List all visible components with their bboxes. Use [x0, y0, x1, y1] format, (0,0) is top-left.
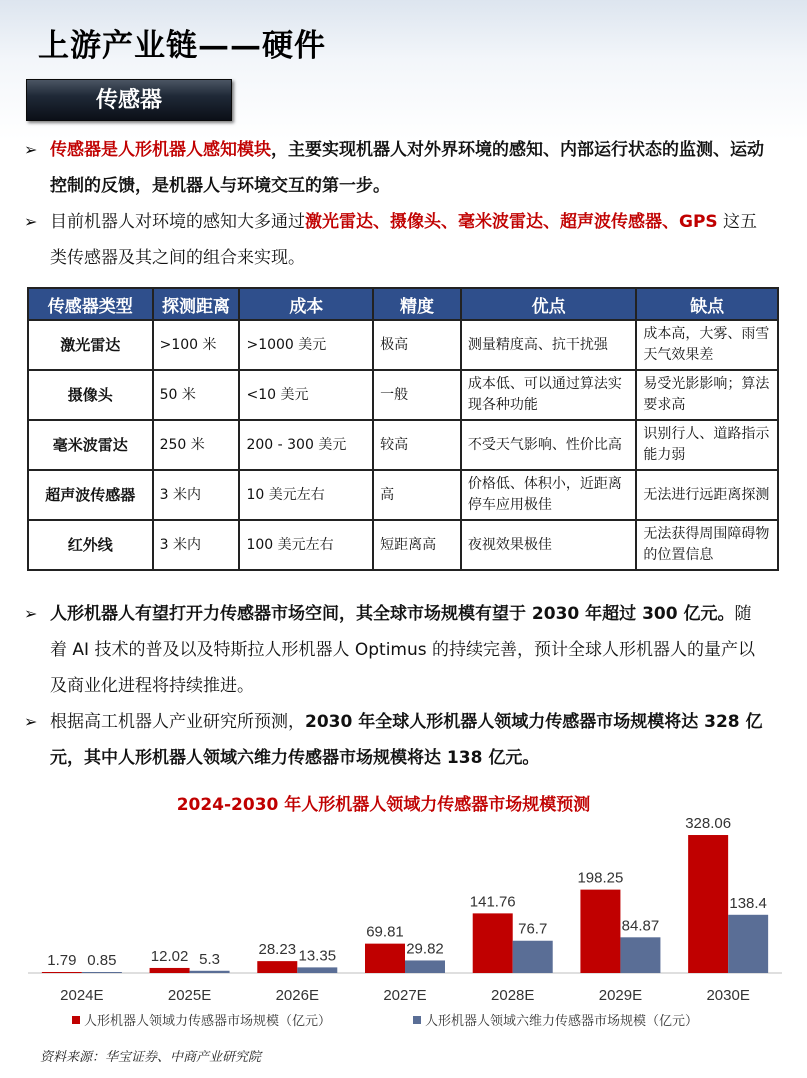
table-header: 探测距离	[153, 288, 240, 320]
data-label: 141.76	[469, 893, 516, 911]
arrow-bullet-icon: ➢	[24, 140, 38, 159]
legend-swatch	[413, 1016, 421, 1024]
table-cell: 识别行人、道路指示能力弱	[636, 420, 778, 470]
data-label: 198.25	[577, 869, 624, 887]
table-cell: 激光雷达	[28, 320, 153, 370]
bar-series-1	[580, 890, 620, 973]
x-tick-label: 2028E	[491, 987, 535, 1004]
table-cell: >1000 美元	[239, 320, 373, 370]
section-tag: 传感器	[26, 79, 232, 121]
table-cell: <10 美元	[239, 370, 373, 420]
table-cell: 无法获得周围障碍物的位置信息	[636, 520, 778, 570]
table-row	[28, 320, 778, 370]
table-cell: 3 米内	[153, 470, 240, 520]
table-cell: 超声波传感器	[28, 470, 153, 520]
page-title: 上游产业链——硬件	[38, 28, 326, 64]
bullet-3-text: 随着 AI 技术的普及以及特斯拉人形机器人 Optimus 的持续完善，预计全球人形机器人的量产以及商业化进程将持续推进。	[50, 604, 756, 696]
table-row	[28, 520, 778, 570]
bar-series-1	[150, 968, 190, 973]
bullet-3-bold: 人形机器人有望打开力传感器市场空间，其全球市场规模有望于 2030 年超过 300 亿元。	[50, 604, 735, 624]
data-label: 28.23	[258, 941, 297, 959]
table-row	[28, 420, 778, 470]
table-cell: 短距离高	[373, 520, 461, 570]
table-header: 精度	[373, 288, 461, 320]
table-cell: 不受天气影响、性价比高	[461, 420, 636, 470]
bar-series-2	[620, 937, 660, 973]
legend-label: 人形机器人领域六维力传感器市场规模（亿元）	[425, 1014, 699, 1029]
table-header: 成本	[239, 288, 373, 320]
bullet-3	[24, 596, 764, 704]
x-tick-label: 2027E	[383, 987, 427, 1004]
table-cell: 夜视效果极佳	[461, 520, 636, 570]
bar-series-1	[688, 835, 728, 973]
bullet-1	[24, 132, 764, 204]
data-label: 29.82	[406, 940, 444, 958]
bullet-1-text: ，主要实现机器人对外界环境的感知、内部运行状态的监测、运动控制的反馈，是机器人与环境交互的第一步。	[50, 140, 764, 196]
table-cell: 成本高，大雾、雨雪天气效果差	[636, 320, 778, 370]
table-cell: 摄像头	[28, 370, 153, 420]
table-cell: 无法进行远距离探测	[636, 470, 778, 520]
x-tick-label: 2024E	[60, 987, 104, 1004]
table-cell: 10 美元左右	[239, 470, 373, 520]
data-label: 12.02	[150, 947, 189, 965]
table-cell: 200 - 300 美元	[239, 420, 373, 470]
table-cell: 250 米	[153, 420, 240, 470]
table-header: 传感器类型	[28, 288, 153, 320]
table-header: 缺点	[636, 288, 778, 320]
bar-series-2	[513, 941, 553, 973]
bar-series-1	[42, 972, 82, 973]
data-label: 328.06	[685, 815, 732, 833]
bar-series-2	[405, 960, 445, 973]
legend-label: 人形机器人领域力传感器市场规模（亿元）	[84, 1014, 332, 1029]
table-cell: 毫米波雷达	[28, 420, 153, 470]
bullet-2-highlight: 激光雷达、摄像头、毫米波雷达、超声波传感器、GPS	[305, 212, 718, 232]
table-header-row	[28, 288, 778, 320]
bullet-4	[24, 704, 764, 776]
data-label: 69.81	[366, 923, 404, 941]
bar-series-1	[473, 913, 513, 973]
bar-series-2	[190, 971, 230, 973]
bullet-2-text-end: 这五类传感器及其之间的组合来实现。	[50, 212, 758, 268]
bar-series-2	[297, 967, 337, 973]
table-cell: 100 美元左右	[239, 520, 373, 570]
arrow-bullet-icon: ➢	[24, 712, 38, 731]
bullet-4-text: 根据高工机器人产业研究所预测，	[50, 712, 305, 732]
data-label: 5.3	[199, 950, 221, 968]
table-header: 优点	[461, 288, 636, 320]
data-label: 84.87	[621, 917, 660, 935]
x-tick-label: 2030E	[706, 987, 750, 1004]
bullet-2-text: 目前机器人对环境的感知大多通过	[50, 212, 305, 232]
x-tick-label: 2025E	[167, 987, 212, 1004]
table-cell: 价格低、体积小，近距离停车应用极佳	[461, 470, 636, 520]
table-cell: 红外线	[28, 520, 153, 570]
bullet-1-highlight: 传感器是人形机器人感知模块	[50, 140, 271, 160]
bar-series-2	[82, 972, 122, 973]
sensor-comparison-table	[27, 287, 779, 571]
data-label: 13.35	[298, 947, 337, 965]
table-row	[28, 470, 778, 520]
data-label: 0.85	[87, 952, 117, 969]
table-cell: 测量精度高、抗干扰强	[461, 320, 636, 370]
table-cell: 一般	[373, 370, 461, 420]
data-label: 138.4	[729, 894, 767, 912]
bar-series-2	[728, 915, 768, 973]
x-tick-label: 2029E	[598, 987, 643, 1004]
chart-title: 2024-2030 年人形机器人领域力传感器市场规模预测	[176, 795, 591, 815]
market-size-bar-chart	[0, 810, 807, 1040]
table-cell: 50 米	[153, 370, 240, 420]
bullet-2	[24, 204, 764, 276]
bar-series-1	[365, 944, 405, 973]
arrow-bullet-icon: ➢	[24, 212, 38, 231]
x-tick-label: 2026E	[275, 987, 319, 1004]
bullet-4-bold: 2030 年全球人形机器人领域力传感器市场规模将达 328 亿元，其中人形机器人领域六维力传感器市场规模将达 138 亿元。	[50, 712, 763, 768]
table-cell: >100 米	[153, 320, 240, 370]
table-row	[28, 370, 778, 420]
table-cell: 3 米内	[153, 520, 240, 570]
table-cell: 较高	[373, 420, 461, 470]
table-cell: 易受光影影响；算法要求高	[636, 370, 778, 420]
data-label: 76.7	[518, 920, 548, 938]
data-label: 1.79	[47, 952, 77, 969]
source-note: 资料来源：华宝证券、中商产业研究院	[40, 1050, 262, 1065]
legend-swatch	[72, 1016, 80, 1024]
bar-series-1	[257, 961, 297, 973]
arrow-bullet-icon: ➢	[24, 604, 38, 623]
table-cell: 极高	[373, 320, 461, 370]
table-cell: 成本低、可以通过算法实现各种功能	[461, 370, 636, 420]
table-cell: 高	[373, 470, 461, 520]
